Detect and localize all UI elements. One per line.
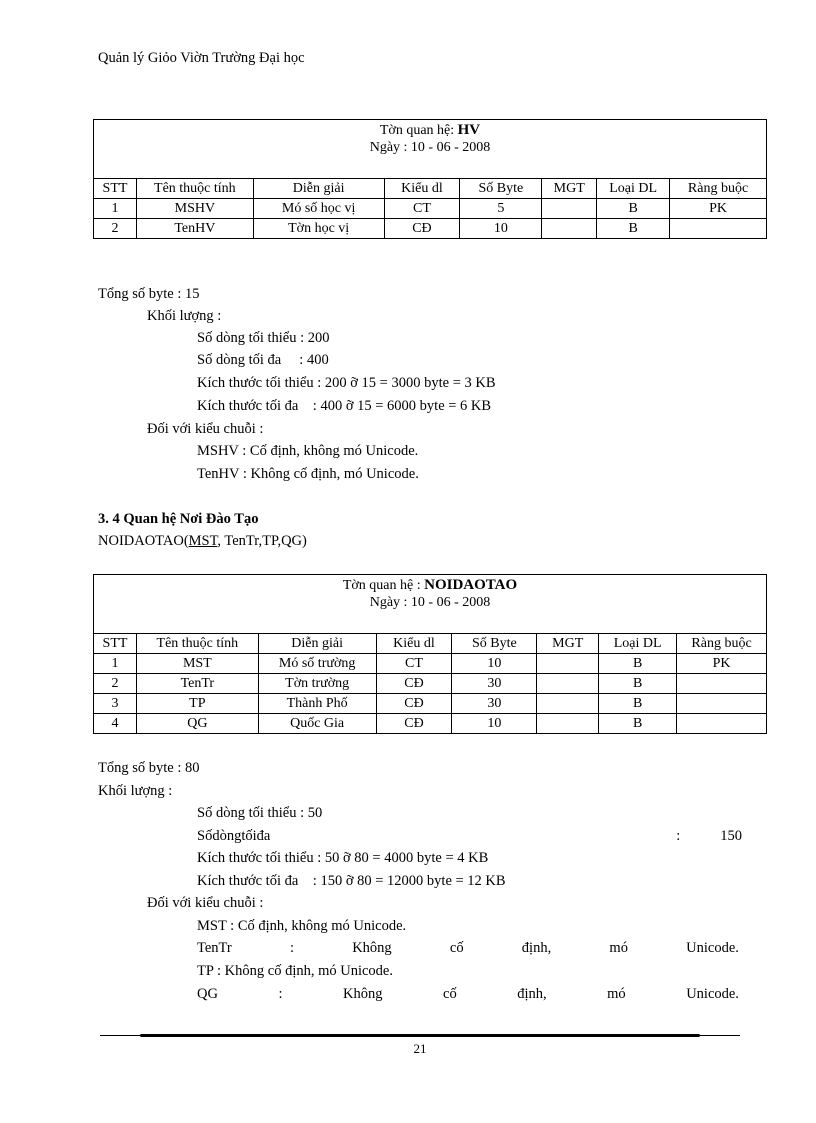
table-cell: TenTr xyxy=(136,674,258,694)
column-header: Diễn giải xyxy=(258,634,376,654)
table-cell: 1 xyxy=(94,654,137,674)
table-row xyxy=(94,694,767,714)
word: TenTr xyxy=(197,940,232,956)
schema-rest: , TenTr,TP,QG) xyxy=(217,533,307,549)
relation-table-hv xyxy=(93,119,767,239)
word: Số xyxy=(197,828,213,844)
volume-label: Khối lượng : xyxy=(147,308,222,324)
table-cell xyxy=(670,219,767,239)
column-header: Ràng buộc xyxy=(677,634,767,654)
string-note xyxy=(197,939,739,957)
word: định, xyxy=(517,986,547,1002)
table-cell: CT xyxy=(384,199,460,219)
table-cell: 10 xyxy=(452,654,537,674)
table-cell: PK xyxy=(677,654,767,674)
min-size: Kích thước tối thiểu : 50 ỡ 80 = 4000 byte = 4 KB xyxy=(197,850,489,866)
table-cell: 2 xyxy=(94,674,137,694)
relation-schema xyxy=(98,532,307,550)
table-cell: 10 xyxy=(460,219,542,239)
table-row xyxy=(94,219,767,239)
table-cell xyxy=(537,674,599,694)
table-cell xyxy=(537,714,599,734)
total-bytes: Tổng số byte : 15 xyxy=(98,286,200,302)
word: mó xyxy=(607,986,626,1002)
table-cell: CT xyxy=(376,654,452,674)
relation-name: HV xyxy=(457,122,481,138)
table-cell: 2 xyxy=(94,219,137,239)
word: định, xyxy=(521,940,552,956)
table-cell: Thành Phố xyxy=(258,694,376,714)
table-cell: CĐ xyxy=(376,674,452,694)
table-cell xyxy=(677,714,767,734)
volume-label: Khối lượng : xyxy=(98,783,173,799)
word: : xyxy=(278,986,283,1002)
column-header: Loại DL xyxy=(597,179,670,199)
word: cố xyxy=(449,940,464,956)
table-cell: B xyxy=(597,199,670,219)
table-header-row xyxy=(94,179,767,199)
max-rows: Số dòng tối đa : 400 xyxy=(197,352,329,368)
relation-date: Ngày : 10 - 06 - 2008 xyxy=(369,140,491,155)
table-header-row xyxy=(94,634,767,654)
word: đa xyxy=(256,828,271,844)
column-header: MGT xyxy=(537,634,599,654)
table-row xyxy=(94,199,767,219)
schema-primary-key: MST xyxy=(188,533,218,549)
string-note: MST : Cố định, không mó Unicode. xyxy=(197,918,407,934)
column-header: MGT xyxy=(542,179,597,199)
max-size: Kích thước tối đa : 150 ỡ 80 = 12000 byte = 12 KB xyxy=(197,873,506,889)
string-type-label: Đối với kiểu chuỗi : xyxy=(147,421,264,437)
table-cell: Mó số học vị xyxy=(253,199,384,219)
column-header: Số Byte xyxy=(452,634,537,654)
table-cell: Tờn trường xyxy=(258,674,376,694)
table-cell: B xyxy=(599,674,677,694)
page-number: 21 xyxy=(413,1041,427,1056)
table-cell xyxy=(677,694,767,714)
table-cell: Tờn học vị xyxy=(253,219,384,239)
table-cell: MST xyxy=(136,654,258,674)
relation-table-noidaotao xyxy=(93,574,767,734)
column-header: Tên thuộc tính xyxy=(136,179,253,199)
schema-prefix: NOIDAOTAO( xyxy=(98,533,189,549)
column-header: Tên thuộc tính xyxy=(136,634,258,654)
table-row xyxy=(94,674,767,694)
string-note: TP : Không cố định, mó Unicode. xyxy=(197,963,393,979)
string-type-label: Đối với kiểu chuỗi : xyxy=(147,895,264,911)
relation-name: NOIDAOTAO xyxy=(424,577,518,593)
column-header: Kiểu dl xyxy=(384,179,460,199)
table-cell: B xyxy=(597,219,670,239)
string-note: TenHV : Không cố định, mó Unicode. xyxy=(197,466,419,482)
column-header: Diễn giải xyxy=(253,179,384,199)
table-cell: 1 xyxy=(94,199,137,219)
table-cell: PK xyxy=(670,199,767,219)
word: : xyxy=(289,940,294,956)
table-cell: 30 xyxy=(452,694,537,714)
table-cell: Quốc Gia xyxy=(258,714,376,734)
table-cell: B xyxy=(599,654,677,674)
word: : xyxy=(676,828,681,844)
column-header: STT xyxy=(94,179,137,199)
table-row xyxy=(94,714,767,734)
min-rows: Số dòng tối thiểu : 50 xyxy=(197,805,323,821)
relation-name-label: Tờn quan hệ: xyxy=(379,123,455,138)
table-cell xyxy=(542,199,597,219)
footer-rule-thick xyxy=(140,1034,700,1037)
column-header: Kiểu dl xyxy=(376,634,452,654)
table-cell: QG xyxy=(136,714,258,734)
column-header: Loại DL xyxy=(599,634,677,654)
table-cell: 30 xyxy=(452,674,537,694)
table-cell: TP xyxy=(136,694,258,714)
max-size: Kích thước tối đa : 400 ỡ 15 = 6000 byte = 6 KB xyxy=(197,398,492,414)
table-cell: 4 xyxy=(94,714,137,734)
table-row xyxy=(94,654,767,674)
table-cell xyxy=(537,694,599,714)
min-size: Kích thước tối thiểu : 200 ỡ 15 = 3000 byte = 3 KB xyxy=(197,375,496,391)
table-cell: 10 xyxy=(452,714,537,734)
relation-name-label: Tờn quan hệ : xyxy=(342,578,421,593)
total-bytes: Tổng số byte : 80 xyxy=(98,760,200,776)
table-cell: 5 xyxy=(460,199,542,219)
table-title-cell xyxy=(94,120,767,179)
table-cell: Mó số trường xyxy=(258,654,376,674)
table-cell: 3 xyxy=(94,694,137,714)
word: QG xyxy=(197,986,218,1002)
word: Unicode. xyxy=(686,986,739,1002)
word: dòng xyxy=(212,828,242,844)
table-cell: MSHV xyxy=(136,199,253,219)
min-rows: Số dòng tối thiểu : 200 xyxy=(197,330,330,346)
section-heading: 3. 4 Quan hệ Nơi Đào Tạo xyxy=(98,511,259,527)
table-cell: CĐ xyxy=(376,694,452,714)
word: tối xyxy=(241,828,257,844)
string-note xyxy=(197,985,739,1003)
word: Không xyxy=(352,940,392,956)
table-cell: CĐ xyxy=(384,219,460,239)
table-title-cell xyxy=(94,575,767,634)
table-cell: B xyxy=(599,694,677,714)
word: mó xyxy=(609,940,628,956)
word: Không xyxy=(343,986,383,1002)
max-rows xyxy=(197,827,742,845)
table-cell xyxy=(537,654,599,674)
column-header: Số Byte xyxy=(460,179,542,199)
table-cell: TenHV xyxy=(136,219,253,239)
word: 150 xyxy=(720,828,742,844)
relation-date: Ngày : 10 - 06 - 2008 xyxy=(369,595,491,610)
column-header: Ràng buộc xyxy=(670,179,767,199)
word: Unicode. xyxy=(686,940,739,956)
string-note: MSHV : Cố định, không mó Unicode. xyxy=(197,443,419,459)
table-cell: B xyxy=(599,714,677,734)
column-header: STT xyxy=(94,634,137,654)
word: cố xyxy=(443,986,457,1002)
page-header: Quản lý Giỏo Viờn Trường Đại học xyxy=(98,50,305,66)
table-cell: CĐ xyxy=(376,714,452,734)
table-cell xyxy=(677,674,767,694)
table-cell xyxy=(542,219,597,239)
